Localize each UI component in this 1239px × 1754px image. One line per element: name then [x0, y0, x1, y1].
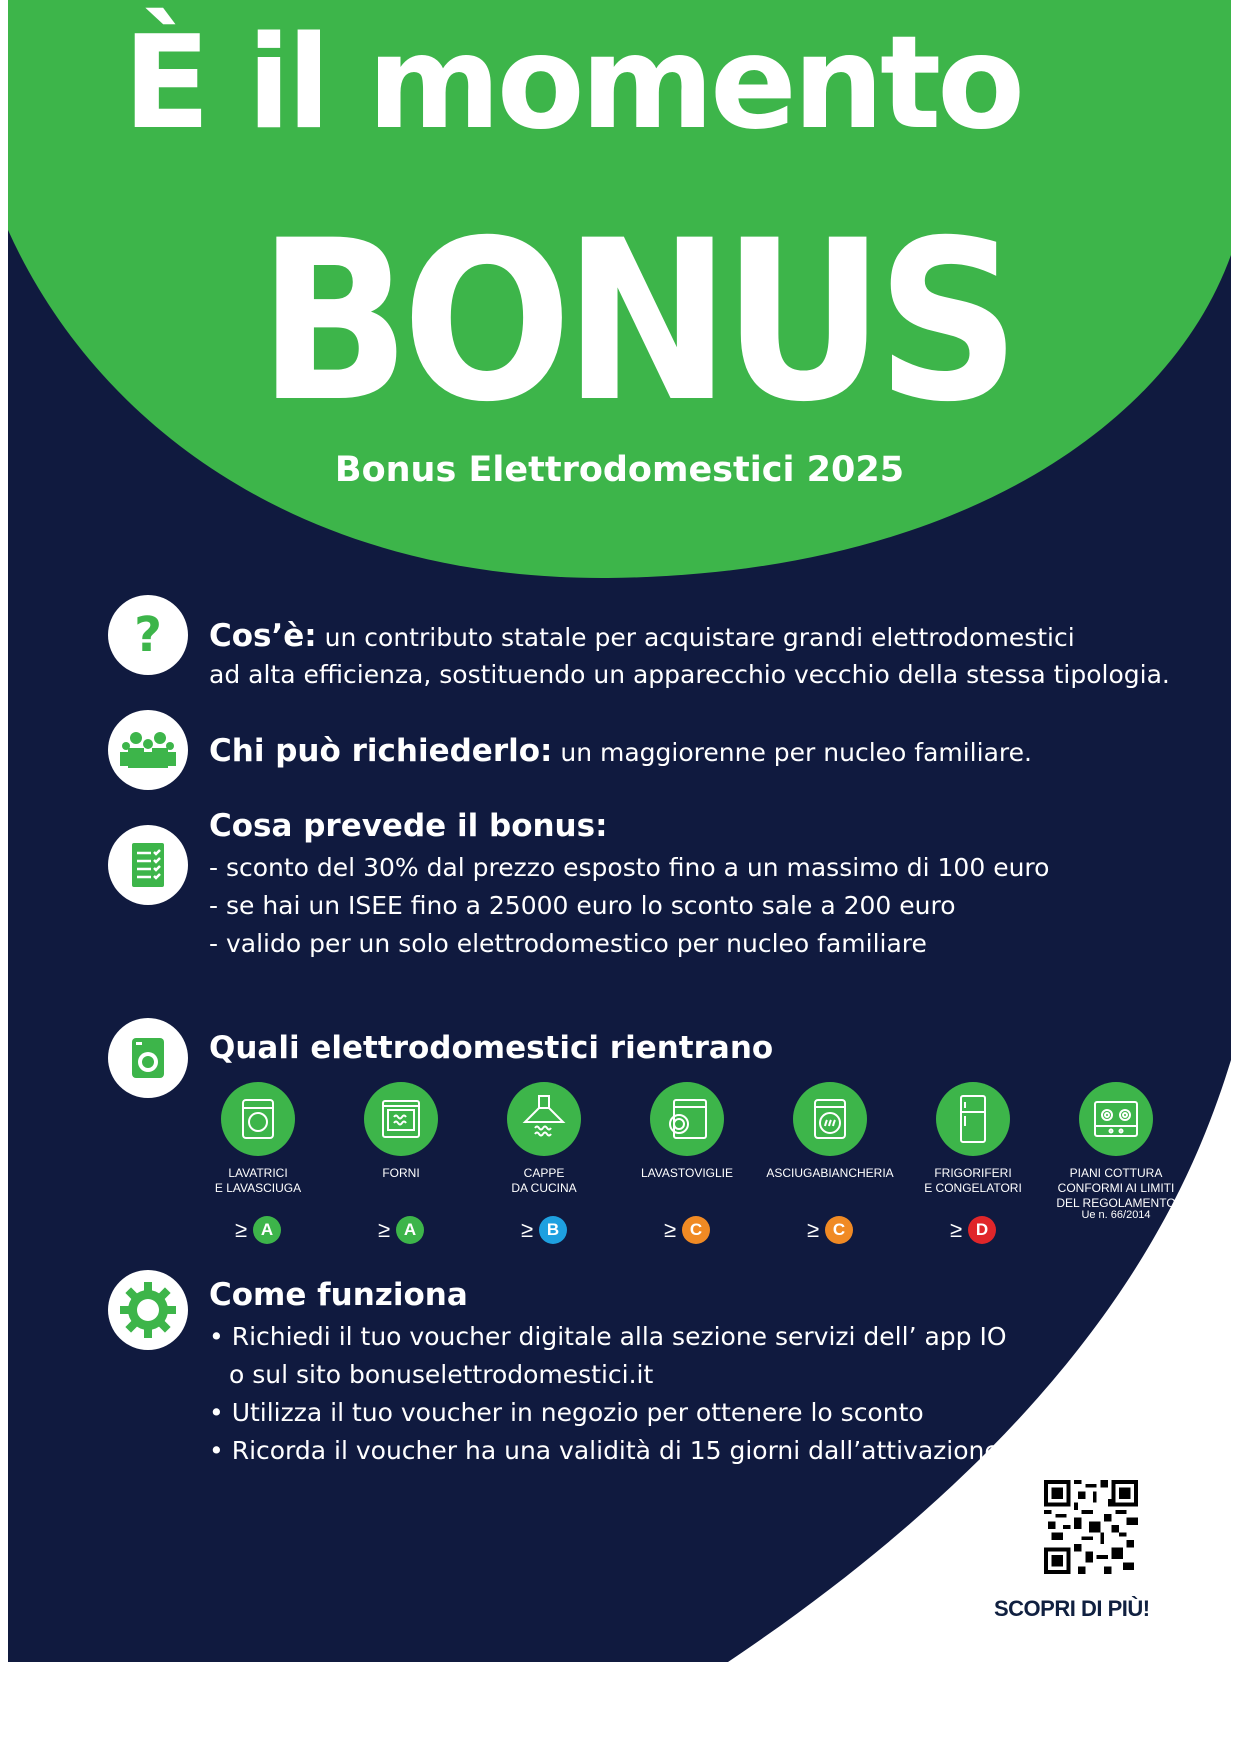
- appliance-cooker-hood: [474, 1082, 614, 1245]
- cooker-hood-icon: [507, 1082, 581, 1156]
- class-badge: B: [539, 1216, 567, 1244]
- cose-text-1: un contributo statale per acquistare grandi elettrodomestici: [316, 623, 1075, 652]
- class-badge: C: [682, 1216, 710, 1244]
- appliance-washing-machine: [188, 1082, 328, 1245]
- family-icon: [108, 710, 188, 790]
- come-item-1b: o sul sito bonuselettrodomestici.it: [229, 1360, 654, 1389]
- appliance-label: LAVATRICI E LAVASCIUGA: [214, 1166, 302, 1195]
- appliance-dryer: [760, 1082, 900, 1245]
- scopri-di-piu-link[interactable]: SCOPRI DI PIÙ!: [994, 1596, 1150, 1621]
- headline-line1: È il momento: [123, 9, 1022, 158]
- appliance-label: ASCIUGABIANCHERIA: [766, 1166, 894, 1180]
- hob-icon: [1079, 1082, 1153, 1156]
- dryer-icon: [793, 1082, 867, 1156]
- cose-label: Cos’è:: [209, 618, 317, 654]
- energy-class: [617, 1215, 757, 1245]
- fridge-icon: [936, 1082, 1010, 1156]
- appliance-fridge: [903, 1082, 1043, 1245]
- oven-icon: [364, 1082, 438, 1156]
- come-label: Come funziona: [209, 1277, 468, 1313]
- appliance-label: FRIGORIFERI E CONGELATORI: [924, 1166, 1022, 1195]
- class-badge: A: [253, 1216, 281, 1244]
- appliance-label: FORNI: [382, 1166, 420, 1180]
- energy-class: [903, 1215, 1043, 1245]
- cosa-item-1: - sconto del 30% dal prezzo esposto fino a un massimo di 100 euro: [209, 853, 1050, 882]
- subtitle: Bonus Elettrodomestici 2025: [334, 450, 905, 490]
- energy-class: [188, 1215, 328, 1245]
- cosa-item-2: - se hai un ISEE fino a 25000 euro lo sconto sale a 200 euro: [209, 891, 956, 920]
- appliance-oven: [331, 1082, 471, 1245]
- qr-code-icon[interactable]: [1044, 1480, 1138, 1574]
- energy-class: [474, 1215, 614, 1245]
- checklist-icon: [108, 825, 188, 905]
- energy-class: [760, 1215, 900, 1245]
- appliance-label: PIANI COTTURA CONFORMI AI LIMITI DEL REGOLAMENTO: [1056, 1166, 1176, 1210]
- dishwasher-icon: [650, 1082, 724, 1156]
- question-icon: [108, 595, 188, 675]
- ge-symbol: ≥: [520, 1217, 534, 1242]
- cosa-label: Cosa prevede il bonus:: [209, 808, 608, 844]
- cose-line2: ad alta efficienza, sostituendo un apparecchio vecchio della stessa tipologia.: [209, 660, 1170, 689]
- appliance-dishwasher: [617, 1082, 757, 1245]
- headline-bonus: BONUS: [258, 193, 1012, 452]
- appliance-label: LAVASTOVIGLIE: [640, 1166, 734, 1180]
- gear-icon: [108, 1270, 188, 1350]
- svg-text:?: ?: [134, 607, 162, 663]
- ge-symbol: ≥: [377, 1217, 391, 1242]
- class-badge: A: [396, 1216, 424, 1244]
- chi-line: [209, 733, 1032, 769]
- come-item-3: • Ricorda il voucher ha una validità di 15 giorni dall’attivazione.: [209, 1436, 1008, 1465]
- energy-class: [331, 1215, 471, 1245]
- washing-machine-icon: [221, 1082, 295, 1156]
- chi-text: un maggiorenne per nucleo familiare.: [552, 738, 1032, 767]
- washing-machine-icon: [108, 1018, 188, 1098]
- ge-symbol: ≥: [234, 1217, 248, 1242]
- poster: [8, 0, 1231, 1662]
- class-badge: D: [968, 1216, 996, 1244]
- cosa-item-3: - valido per un solo elettrodomestico per nucleo familiare: [209, 929, 927, 958]
- class-badge: C: [825, 1216, 853, 1244]
- cose-line1: [209, 618, 1075, 654]
- ge-symbol: ≥: [949, 1217, 963, 1242]
- ge-symbol: ≥: [806, 1217, 820, 1242]
- regulation-note: Ue n. 66/2014: [1081, 1209, 1151, 1221]
- quali-label: Quali elettrodomestici rientrano: [209, 1030, 774, 1066]
- appliance-label: CAPPE DA CUCINA: [511, 1166, 577, 1195]
- appliance-hob: [1046, 1082, 1186, 1221]
- ge-symbol: ≥: [663, 1217, 677, 1242]
- chi-label: Chi può richiederlo:: [209, 733, 553, 769]
- come-item-2: • Utilizza il tuo voucher in negozio per ottenere lo sconto: [209, 1398, 924, 1427]
- come-item-1: • Richiedi il tuo voucher digitale alla sezione servizi dell’ app IO: [209, 1322, 1007, 1351]
